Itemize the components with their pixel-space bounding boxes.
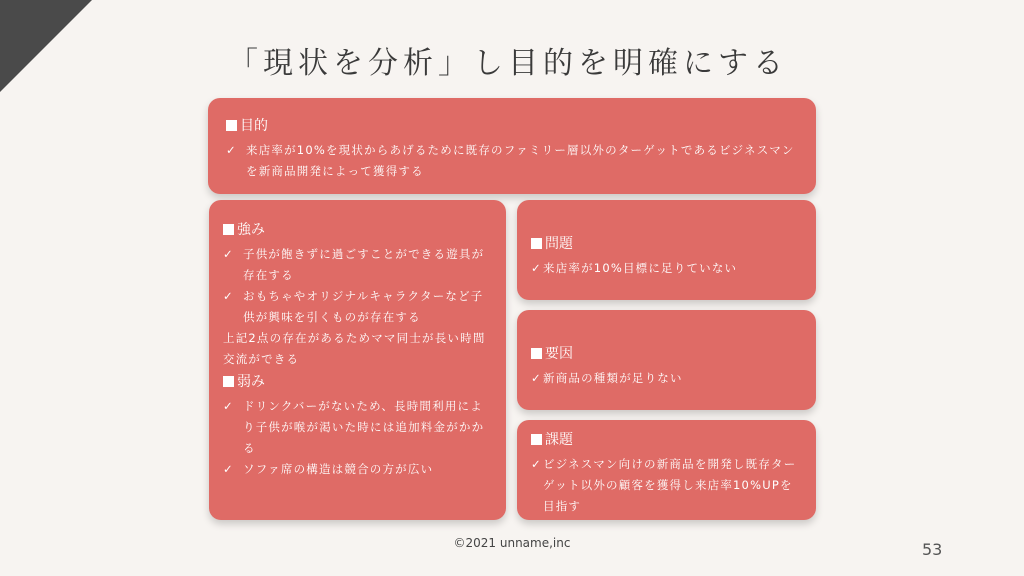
square-bullet-icon bbox=[531, 434, 542, 445]
strengths-note: 上記2点の存在があるためママ同士が長い時間交流ができる bbox=[223, 331, 486, 366]
cause-heading: 要因 bbox=[531, 344, 800, 364]
check-icon: ✓ bbox=[223, 462, 234, 476]
check-icon: ✓ bbox=[226, 143, 237, 157]
square-bullet-icon bbox=[531, 238, 542, 249]
purpose-heading: 目的 bbox=[226, 116, 800, 136]
task-card bbox=[517, 420, 816, 520]
strengths-heading: 強み bbox=[223, 220, 492, 240]
page-title: 「現状を分析」し目的を明確にする bbox=[228, 46, 788, 81]
purpose-item: ✓ 来店率が10%を現状からあげるために既存のファミリー層以外のターゲットであるビジネスマンを新商品開発によって獲得する bbox=[226, 140, 800, 182]
square-bullet-icon bbox=[531, 348, 542, 359]
square-bullet-icon bbox=[223, 224, 234, 235]
copyright-footer: ©2021 unname,inc bbox=[453, 536, 571, 550]
purpose-card bbox=[208, 98, 816, 194]
check-icon: ✓ bbox=[531, 261, 542, 275]
check-icon: ✓ bbox=[223, 247, 234, 261]
strength-item: ✓ おもちゃやオリジナルキャラクターなど子供が興味を引くものが存在する bbox=[223, 286, 492, 328]
cause-card bbox=[517, 310, 816, 410]
square-bullet-icon bbox=[223, 376, 234, 387]
weakness-item: ✓ ドリンクバーがないため、長時間利用により子供が喉が渇いた時には追加料金がかかる bbox=[223, 396, 492, 459]
problem-heading: 問題 bbox=[531, 234, 800, 254]
strength-item: ✓ 子供が飽きずに過ごすことができる遊具が存在する bbox=[223, 244, 492, 286]
weakness-item: ✓ ソファ席の構造は競合の方が広い bbox=[223, 459, 492, 480]
square-bullet-icon bbox=[226, 120, 237, 131]
check-icon: ✓ bbox=[531, 457, 542, 471]
problem-item: ✓ 来店率が10%目標に足りていない bbox=[531, 258, 800, 279]
cause-item: ✓ 新商品の種類が足りない bbox=[531, 368, 800, 389]
weaknesses-heading: 弱み bbox=[223, 372, 492, 392]
corner-decoration bbox=[0, 0, 92, 92]
task-heading: 課題 bbox=[531, 430, 804, 450]
check-icon: ✓ bbox=[223, 289, 234, 303]
strengths-weaknesses-card bbox=[209, 200, 506, 520]
task-item: ✓ ビジネスマン向けの新商品を開発し既存ターゲット以外の顧客を獲得し来店率10%UPを目指す bbox=[531, 454, 804, 517]
check-icon: ✓ bbox=[531, 371, 542, 385]
page-number: 53 bbox=[922, 540, 943, 559]
problem-card bbox=[517, 200, 816, 300]
check-icon: ✓ bbox=[223, 399, 234, 413]
